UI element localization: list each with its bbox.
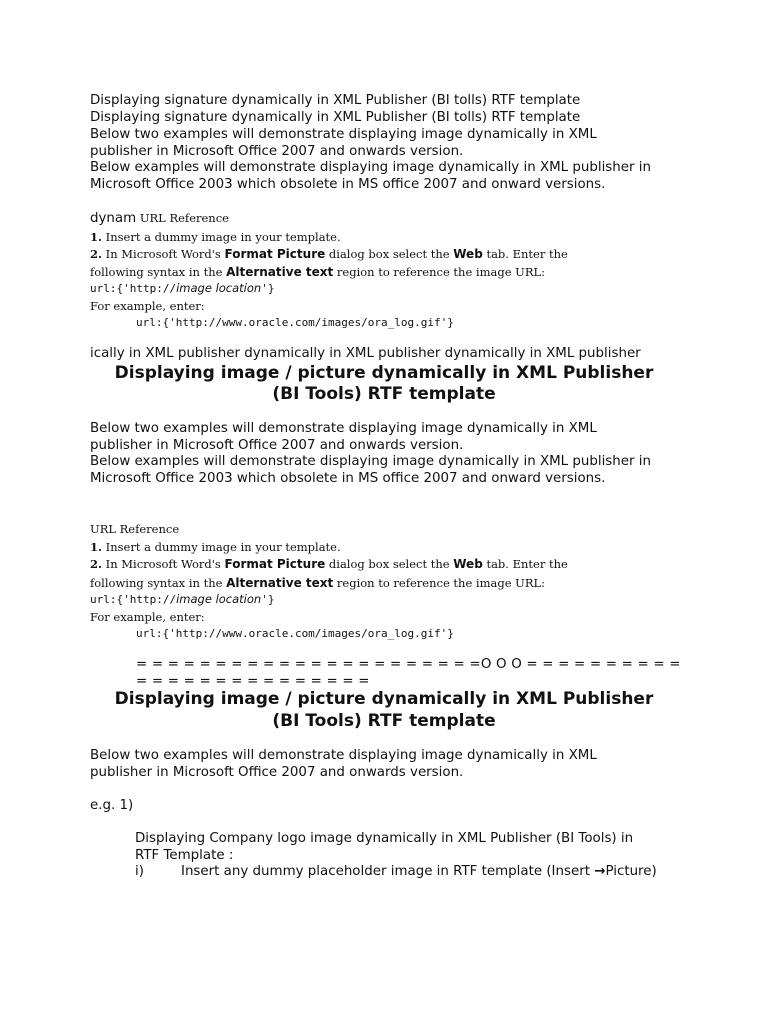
example-label: For example, enter: [90,299,205,313]
company-logo-line: Displaying Company logo image dynamically in XML Publisher (BI Tools) in [135,831,634,846]
web-tab-label: Web [453,557,483,571]
step-number: i) [135,864,144,879]
format-picture-label: Format Picture [224,557,326,571]
paragraph-line: publisher in Microsoft Office 2007 and onwards version. [90,765,464,780]
step-text: In Microsoft Word's [102,247,225,261]
dynam-fragment: dynam [90,211,137,226]
signature-line-1: Displaying signature dynamically in XML Publisher (BI tolls) RTF template [90,93,581,108]
step-text: Picture) [605,864,657,879]
step-1 [90,229,341,245]
step-number: 2. [90,557,103,571]
format-picture-label: Format Picture [224,247,326,261]
web-tab-label: Web [453,247,483,261]
step-2-continued [90,264,545,280]
alternative-text-label: Alternative text [226,576,334,590]
syntax-part: url:{'http:// [90,282,177,295]
paragraph-line: Microsoft Office 2003 which obsolete in MS office 2007 and onward versions. [90,471,606,486]
paragraph-line: Below examples will demonstrate displaying image dynamically in XML publisher in [90,454,651,469]
syntax-part: url:{'http:// [90,593,177,606]
paragraph-line: Microsoft Office 2003 which obsolete in MS office 2007 and onward versions. [90,177,606,192]
step-text: In Microsoft Word's [102,557,225,571]
heading-line: Displaying image / picture dynamically in XML Publisher [114,689,654,709]
paragraph-line: publisher in Microsoft Office 2007 and onwards version. [90,438,464,453]
url-reference-title: URL Reference [90,522,180,536]
url-reference-title [90,210,229,227]
heading-line: Displaying image / picture dynamically in XML Publisher [114,363,654,383]
syntax-part: '} [261,593,275,606]
step-text: dialog box select the [325,247,454,261]
step-text: dialog box select the [325,557,454,571]
arrow-icon: → [594,864,606,879]
heading-line: (BI Tools) RTF template [272,711,496,731]
company-logo-line: RTF Template : [135,848,234,863]
overlap-line: ically in XML publisher dynamically in XML publisher dynamically in XML publisher [90,346,641,361]
example-number: e.g. 1) [90,798,134,813]
url-syntax [90,280,274,297]
url-syntax [90,591,274,608]
paragraph-line: Below examples will demonstrate displaying image dynamically in XML publisher in [90,160,651,175]
step-1 [90,539,341,555]
syntax-placeholder: image location [176,281,262,295]
example-code: url:{'http://www.oracle.com/images/ora_log.gif'} [136,316,454,329]
step-text: following syntax in the [90,265,227,279]
step-text: region to reference the image URL: [333,265,546,279]
example-label: For example, enter: [90,610,205,624]
step-text: Insert a dummy image in your template. [102,540,341,554]
syntax-placeholder: image location [176,592,262,606]
heading-line: (BI Tools) RTF template [272,384,496,404]
step-text: region to reference the image URL: [333,576,546,590]
example-code: url:{'http://www.oracle.com/images/ora_log.gif'} [136,627,454,640]
step-number: 1. [90,540,103,554]
step-text: tab. Enter the [482,557,568,571]
separator-line: = = = = = = = = = = = = = = = = = = = = = =O O O = = = = = = = = = = [136,657,681,672]
paragraph-line: Below two examples will demonstrate displaying image dynamically in XML [90,127,597,142]
step-2 [90,556,568,572]
step-text: following syntax in the [90,576,227,590]
signature-line-2: Displaying signature dynamically in XML Publisher (BI tolls) RTF template [90,110,581,125]
syntax-part: '} [261,282,275,295]
alternative-text-label: Alternative text [226,265,334,279]
paragraph-line: Below two examples will demonstrate displaying image dynamically in XML [90,421,597,436]
step-text: Insert any dummy placeholder image in RTF template (Insert [181,864,595,879]
step-text: tab. Enter the [482,247,568,261]
step-number: 1. [90,230,103,244]
step-2-continued [90,575,545,591]
url-reference-label: URL Reference [139,211,229,225]
step-2 [90,246,568,262]
paragraph-line: Below two examples will demonstrate displaying image dynamically in XML [90,748,597,763]
separator-line: = = = = = = = = = = = = = = = [136,674,370,689]
paragraph-line: publisher in Microsoft Office 2007 and onwards version. [90,144,464,159]
step-number: 2. [90,247,103,261]
step-text: Insert a dummy image in your template. [102,230,341,244]
step-i [135,863,657,880]
